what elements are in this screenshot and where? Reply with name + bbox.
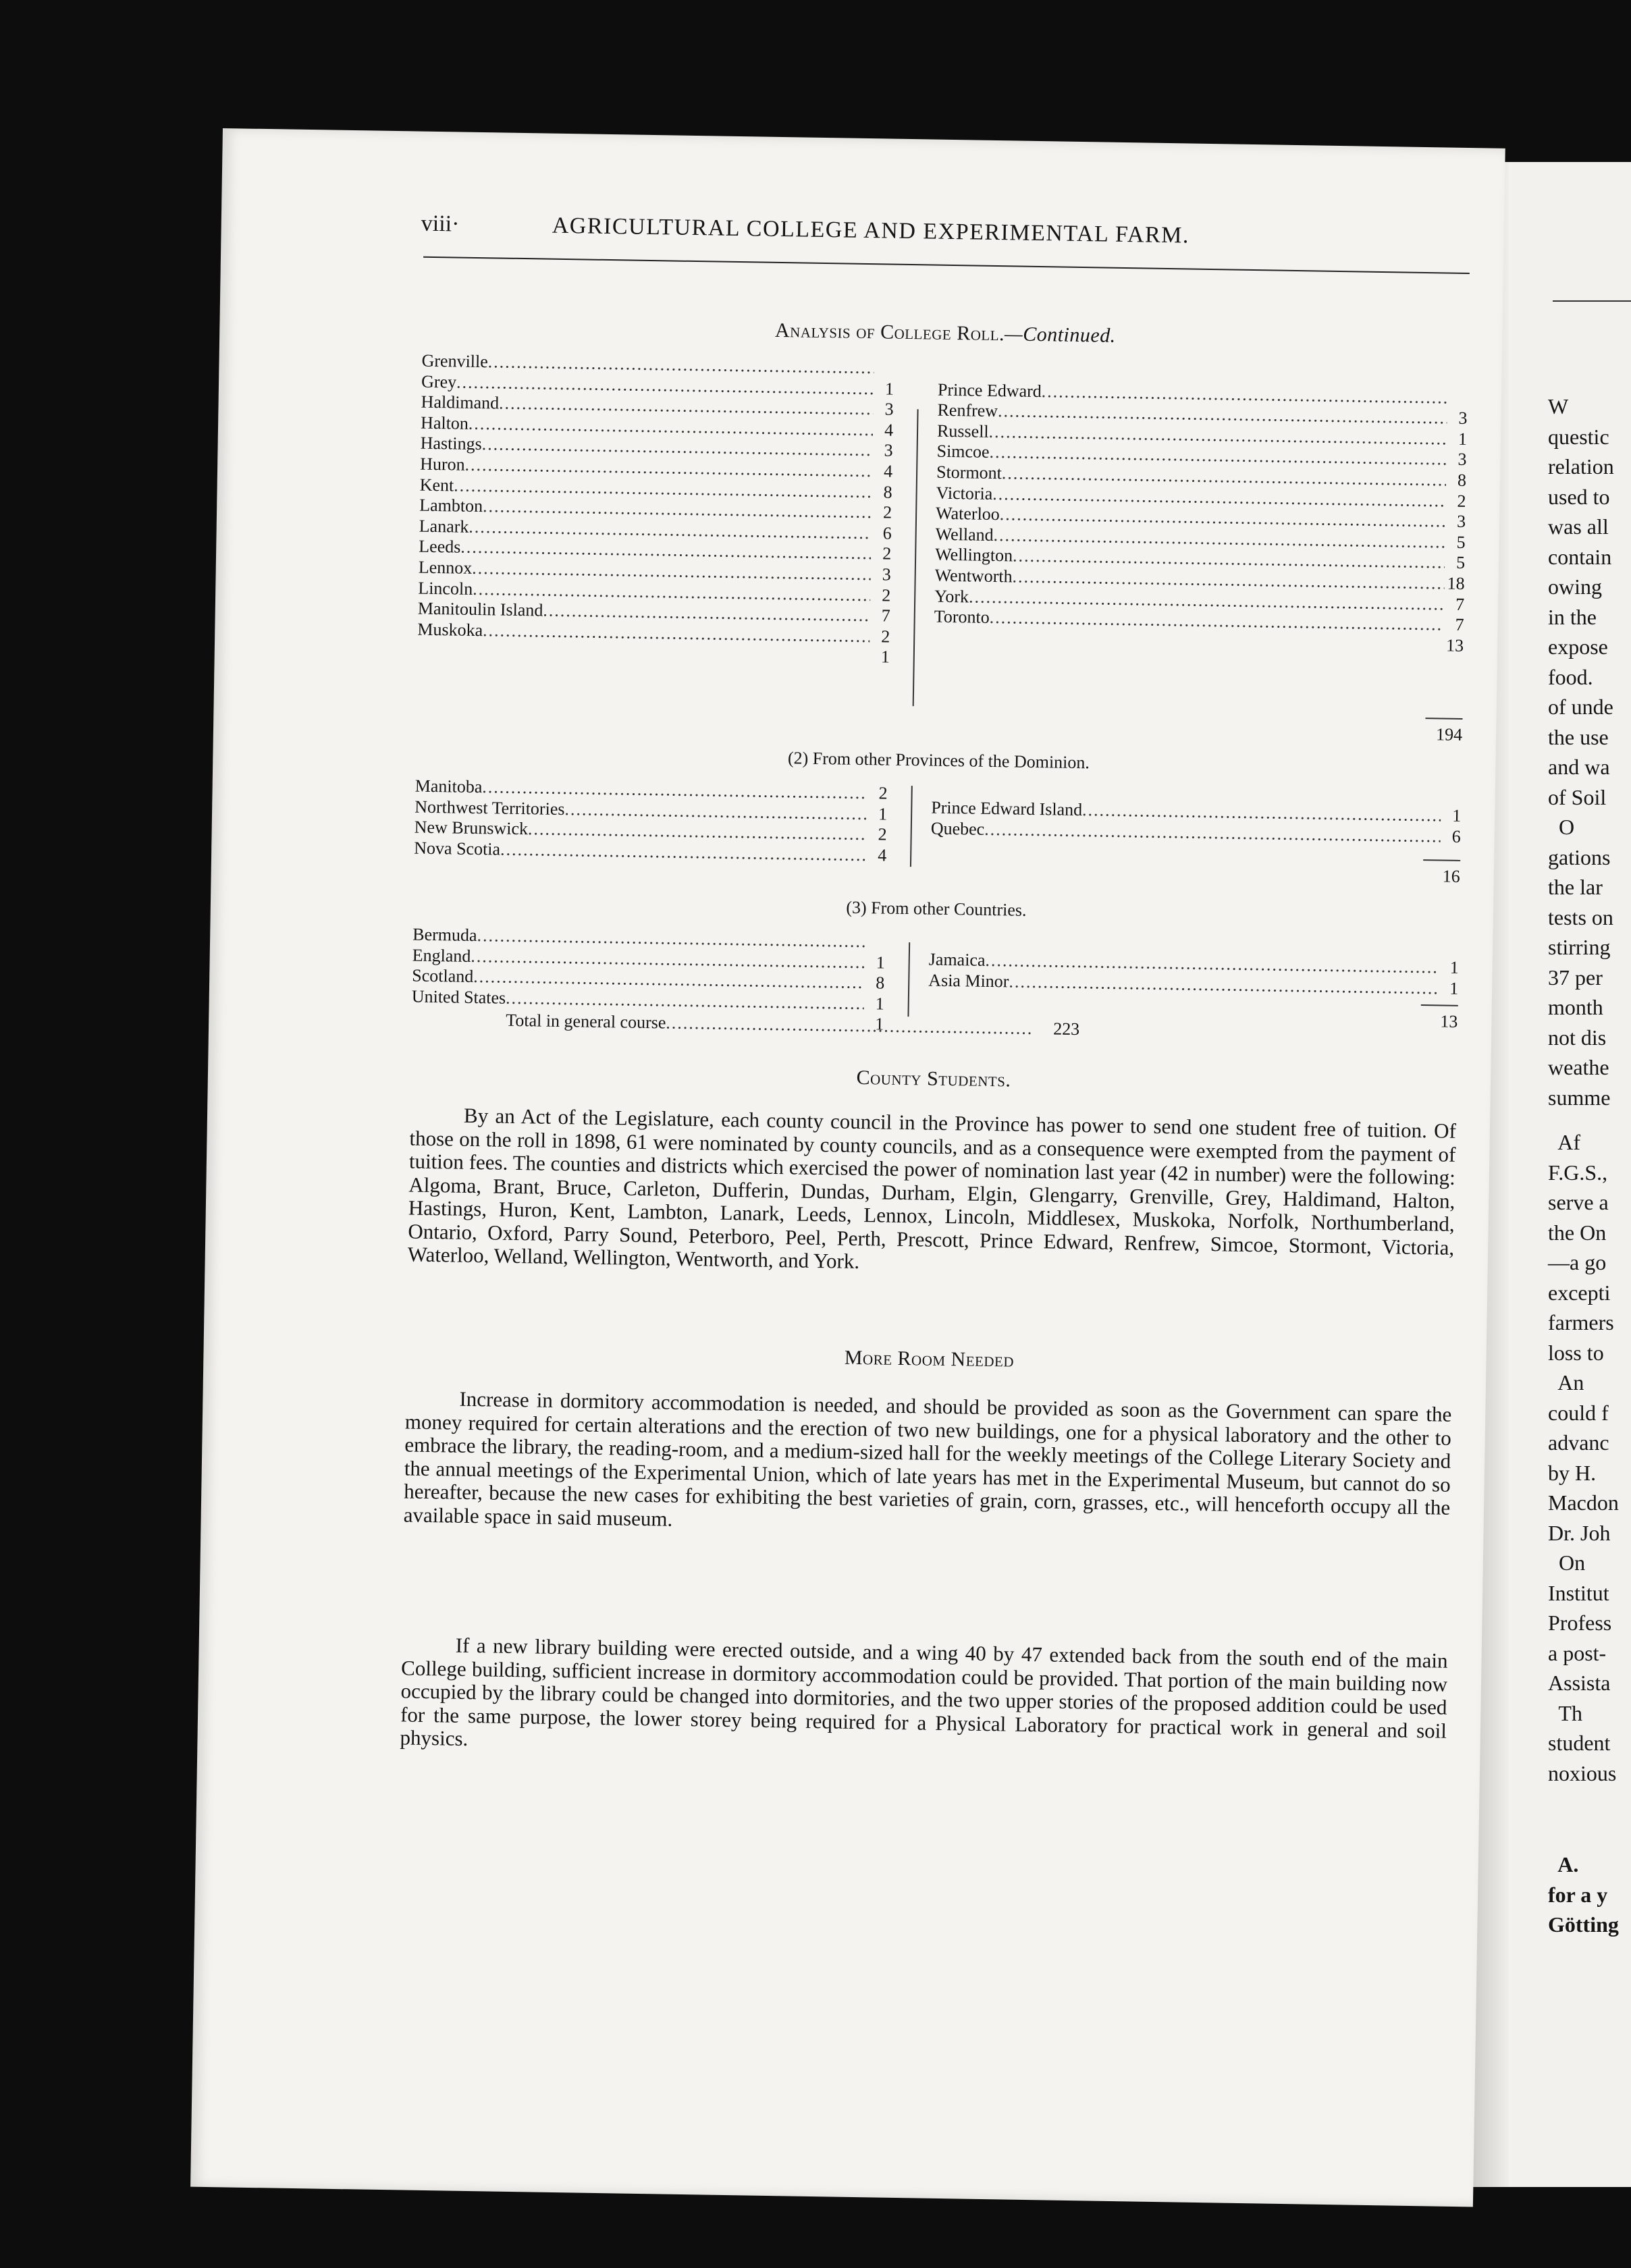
roll-entry-name: Wentworth — [934, 565, 1013, 587]
roll-entry-count: 7 — [881, 605, 891, 626]
roll-entry-count: 2 — [882, 543, 892, 564]
roll-entry-count — [874, 358, 894, 379]
roll-entry-count: 2 — [1457, 491, 1466, 511]
roll-entry-count: 2 — [881, 626, 890, 647]
countries-right-column — [928, 950, 1459, 1000]
roll-entry-name: United States — [411, 986, 506, 1008]
roll-entry-count: 6 — [882, 523, 892, 543]
roll-entry-count: 1 — [1458, 429, 1468, 449]
roll-entry-name: Lambton — [419, 495, 483, 516]
roll-entry-count: 8 — [876, 973, 885, 993]
roll-entry-name: Prince Edward — [937, 379, 1042, 401]
roll-entry-count: 3 — [1458, 408, 1468, 429]
roll-entry-name: Lincoln — [418, 578, 473, 599]
page-number: viii· — [421, 211, 460, 237]
roll-entry-count — [865, 932, 885, 952]
ontario-total: 194 — [1435, 724, 1463, 745]
roll-entry-name: New Brunswick — [414, 817, 529, 839]
roll-entry-name: Halton — [420, 412, 469, 433]
roll-entry-name: Leeds — [419, 536, 461, 557]
roll-entry-name: Welland — [935, 524, 994, 545]
roll-entry-count: 3 — [884, 399, 894, 419]
provinces-left-column — [414, 776, 888, 866]
roll-entry-count: 2 — [878, 824, 887, 844]
roll-entry-name: Renfrew — [937, 400, 998, 421]
general-total-value: 223 — [1052, 1019, 1080, 1040]
analysis-title-continued: —Continued. — [1004, 323, 1116, 347]
document-page — [190, 128, 1505, 2207]
roll-entry-name: Huron — [419, 454, 465, 475]
roll-entry-name: Lanark — [419, 516, 469, 537]
roll-entry-name: Wellington — [934, 544, 1013, 566]
roll-entry-count: 18 — [1447, 573, 1465, 593]
roll-entry-name: Hastings — [420, 433, 482, 454]
roll-entry-name: Victoria — [936, 483, 993, 504]
facing-page — [1509, 162, 1631, 2187]
provinces-title: (2) From other Provinces of the Dominion. — [787, 748, 1090, 773]
roll-entry-count: 1 — [1449, 957, 1459, 977]
roll-entry-name: Toronto — [934, 606, 990, 628]
roll-entry-name: Kent — [419, 475, 454, 495]
countries-total-rule — [1421, 1004, 1458, 1006]
roll-entry-count: 5 — [1456, 532, 1466, 552]
general-course-total — [506, 1010, 1079, 1040]
roll-entry-name: Nova Scotia — [414, 838, 501, 859]
county-students-title: County Students. — [856, 1066, 1011, 1091]
roll-entry-name: Grey — [421, 371, 457, 392]
roll-entry-count: 3 — [1456, 511, 1466, 532]
roll-entry-name: Scotland — [412, 965, 474, 987]
roll-entry-count: 8 — [1457, 470, 1467, 490]
countries-total: 13 — [1440, 1011, 1458, 1031]
roll-entry-count: 7 — [1455, 594, 1465, 614]
roll-entry-name: Stormont — [936, 462, 1002, 483]
facing-page-text-bottom: A. for a y Götting — [1548, 1852, 1619, 1937]
roll-entry-count: 2 — [882, 502, 892, 522]
roll-entry-count: 6 — [1451, 826, 1461, 846]
facing-page-rule — [1553, 300, 1631, 302]
roll-entry-count: 1 — [880, 647, 890, 667]
countries-divider — [907, 942, 910, 1017]
roll-entry-count: 13 — [1445, 635, 1464, 655]
general-total-label: Total in general course — [506, 1010, 666, 1033]
ontario-left-column — [417, 351, 894, 668]
ontario-right-column — [934, 359, 1468, 657]
roll-entry-count: 3 — [882, 564, 891, 585]
roll-entry-count: 5 — [1455, 553, 1466, 573]
running-header — [423, 211, 1477, 261]
roll-entry-count: 1 — [878, 803, 888, 824]
roll-entry-count — [1447, 367, 1468, 388]
analysis-title — [422, 314, 1468, 353]
ontario-total-rule — [1425, 718, 1462, 720]
roll-entry-count — [1447, 387, 1468, 408]
roll-entry-name: Bermuda — [412, 924, 477, 946]
provinces-total: 16 — [1442, 866, 1461, 886]
roll-entry-name: Jamaica — [928, 949, 986, 970]
more-room-paragraph-1: Increase in dormitory accommodation is needed, and should be provided as soon as the Government can spare the money required for certain alterations and the erection of two new buildings, one for a physical laboratory and the other to embrace the library, the reading-room, and a medium-sized hall for the weekly meetings of the College Literary Society and the annual meetings of the Experimental Union, which of late years has met in the Experimental Museum, but cannot do so hereafter, because the new cases for exhibiting the best varieties of grain, corn, grasses, etc., will henceforth occupy all the available space in said museum. — [403, 1386, 1452, 1531]
provinces-divider — [910, 786, 913, 867]
roll-entry-count: 3 — [884, 440, 893, 461]
roll-entry-name: Manitoulin Island — [417, 598, 543, 620]
county-students-paragraph: By an Act of the Legislature, each county council in the Province has power to send one student free of tuition. Of those on the roll in 1898, 61 were nominated by county councils, and as a consequence were exempted from the payment of tuition fees. The counties and districts which exercised the power of nomination last year (42 in number) were the following: Algoma, Brant, Bruce, Carleton, Dufferin, Dundas, Durham, Elgin, Glengarry, Grenville, Grey, Haldimand, Halton, Hastings, Huron, Kent, Lambton, Lanark, Leeds, Lennox, Lincoln, Middlesex, Muskoka, Norfolk, Northumberland, Ontario, Oxford, Parry Sound, Peterboro, Peel, Perth, Prescott, Prince Edward, Renfrew, Simcoe, Stormont, Victoria, Waterloo, Welland, Wellington, Wentworth, and York. — [407, 1103, 1457, 1274]
column-divider — [913, 409, 919, 706]
roll-entry-name: England — [412, 945, 471, 966]
roll-entry-name: Lennox — [418, 557, 473, 578]
roll-entry-name: Northwest Territories — [415, 796, 565, 819]
roll-entry-count: 1 — [876, 952, 885, 973]
roll-entry-count: 1 — [875, 1014, 884, 1034]
roll-entry-name: Grenville — [421, 350, 489, 372]
roll-entry-name: Simcoe — [936, 441, 990, 462]
roll-entry-count: 1 — [875, 994, 884, 1014]
provinces-right-column — [931, 798, 1462, 848]
roll-entry-count: 1 — [1452, 805, 1462, 826]
facing-page-text-top: W questic relation used to was all contain owing in the expose food. of unde the use and wa of Soil O gations the lar tests on stirring 37 per month not dis weathe summe — [1548, 394, 1614, 1110]
running-title: AGRICULTURAL COLLEGE AND EXPERIMENTAL FARM. — [552, 213, 1190, 248]
more-room-title: More Room Needed — [844, 1346, 1015, 1372]
roll-entry-count: 3 — [1458, 450, 1467, 470]
roll-entry-count: 1 — [884, 379, 894, 399]
roll-entry-count: 8 — [883, 482, 892, 502]
header-rule — [423, 256, 1470, 274]
roll-entry-name: Asia Minor — [928, 970, 1009, 992]
roll-entry-count: 1 — [1449, 978, 1459, 998]
roll-entry-count: 2 — [878, 783, 888, 803]
roll-entry-count: 4 — [884, 420, 894, 440]
roll-entry-count: 7 — [1455, 614, 1464, 635]
roll-entry-count: 4 — [877, 845, 887, 865]
countries-title: (3) From other Countries. — [846, 897, 1027, 920]
analysis-title-caps: Analysis of College Roll. — [774, 319, 1005, 346]
facing-page-text-middle: Af F.G.S., serve a the On —a go excepti farmers loss to An could f advanc by H. Macdon Dr. Joh On Institut Profess a post- Assista Th student noxious — [1548, 1130, 1619, 1785]
roll-entry-name: Quebec — [930, 818, 985, 839]
provinces-total-rule — [1423, 859, 1460, 861]
roll-entry-name: Manitoba — [415, 776, 483, 797]
roll-entry-count: 2 — [882, 585, 891, 605]
roll-entry-count: 4 — [883, 461, 893, 481]
roll-entry-name: Waterloo — [935, 503, 1000, 524]
roll-entry-name: Haldimand — [421, 392, 500, 413]
more-room-paragraph-2: If a new library building were erected outside, and a wing 40 by 47 extended back from the south end of the main College building, sufficient increase in dormitory accommodation could be provided. That portion of the main building now occupied by the library could be changed into dormitories, and the two upper stories of the proposed addition could be used for the same purpose, the lower storey being required for a Physical Laboratory for practical work in general and soil physics. — [400, 1633, 1448, 1750]
roll-entry-name: Russell — [936, 421, 989, 441]
roll-entry-name: York — [934, 586, 969, 606]
roll-entry-name: Muskoka — [417, 619, 483, 640]
roll-entry-name: Prince Edward Island — [931, 797, 1083, 820]
